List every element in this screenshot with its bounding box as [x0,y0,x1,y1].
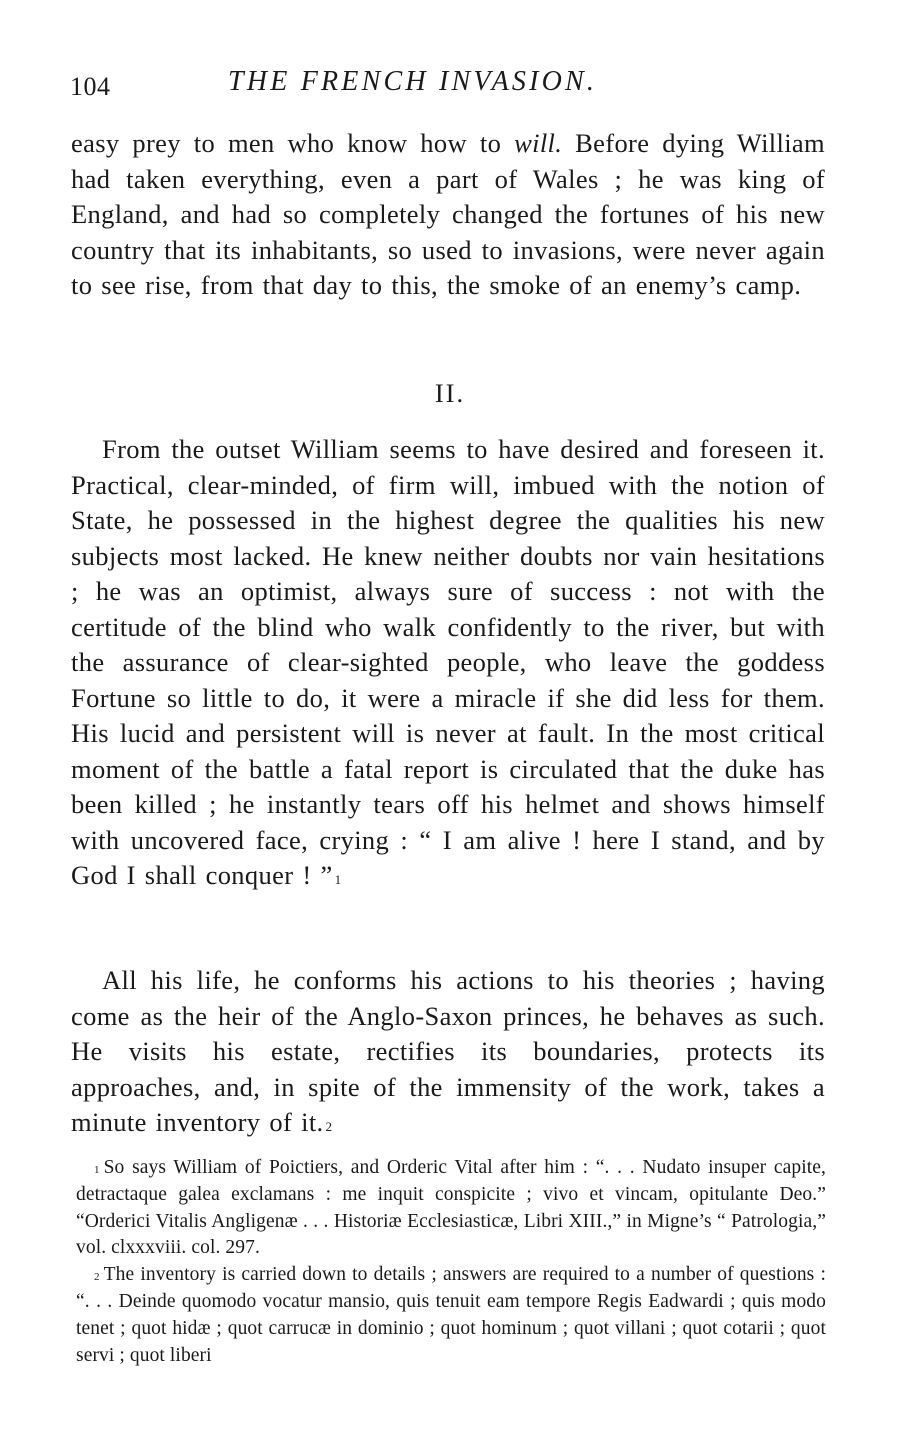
footnote-2 [76,1262,826,1369]
footnote-1-text: So says William of Poictiers, and Orderic Vital after him : “. . . Nudato insuper capite, detractaque galea exclamans : me inquit conspicite ; vivo et vincam, opitulante Deo.” “Orderici Vitalis Angligenæ . . . Historiæ Ecclesiasticæ, Libri XIII.,” in Migne’s “ Patrologia,” vol. clxxxviii. col. 297. [76,1157,826,1259]
footnote-1 [76,1155,826,1262]
running-head [70,66,830,106]
footnote-reference-2: 2 [325,1119,333,1134]
page-number: 104 [70,72,111,101]
footnote-2-text: The inventory is carried down to details ; answers are required to a number of questions : “. . . Deinde quomodo vocatur mansio, quis tenuit eam tempore Regis Eadwardi ; quis modo tenet ; quot hidæ ; quot carrucæ in dominio ; quot hominum ; quot villani ; quot cotarii ; quot servi ; quot liberi [76,1264,826,1366]
paragraph-2-text: From the outset William seems to have desired and foreseen it. Practical, clear-minded, of firm will, imbued with the notion of State, he possessed in the highest degree the qualities his new subjects most lacked. He knew neither doubts nor vain hesitations ; he was an optimist, always sure of success : not with the certitude of the blind who walk confidently to the river, but with the assurance of clear-sighted people, who leave the goddess Fortune so little to do, it were a miracle if she did less for them. His lucid and persistent will is never at fault. In the most critical moment of the battle a fatal report is circulated that the duke has been killed ; he instantly tears off his helmet and shows himself with uncovered face, crying : “ I am alive ! here I stand, and by God I shall conquer ! ” [71,434,825,890]
footnote-2-mark: 2 [94,1271,100,1284]
footnote-reference-1: 1 [334,872,342,887]
section-heading: II. [434,378,466,408]
paragraph-1-text-start: easy prey to men who know how to [71,128,515,158]
footnotes [76,1155,826,1369]
paragraph-2 [71,432,825,894]
paragraph-1 [71,126,825,304]
paragraph-1-italic-word: will. [514,128,563,158]
paragraph-1-text-end: Before dying William had taken everything, even a part of Wales ; he was king of England, and had so completely changed the fortunes of his new country that its inhabitants, so used to invasions, were never again to see rise, from that day to this, the smoke of an enemy’s camp. [71,128,825,300]
paragraph-3-text: All his life, he conforms his actions to his theories ; having come as the heir of the Anglo-Saxon princes, he behaves as such. He visits his estate, rectifies its boundaries, protects its approaches, and, in spite of the immensity of the work, takes a minute inventory of it. [71,965,825,1137]
footnote-1-mark: 1 [94,1164,100,1176]
running-title: THE FRENCH INVASION. [228,66,598,97]
paragraph-3 [71,963,825,1141]
